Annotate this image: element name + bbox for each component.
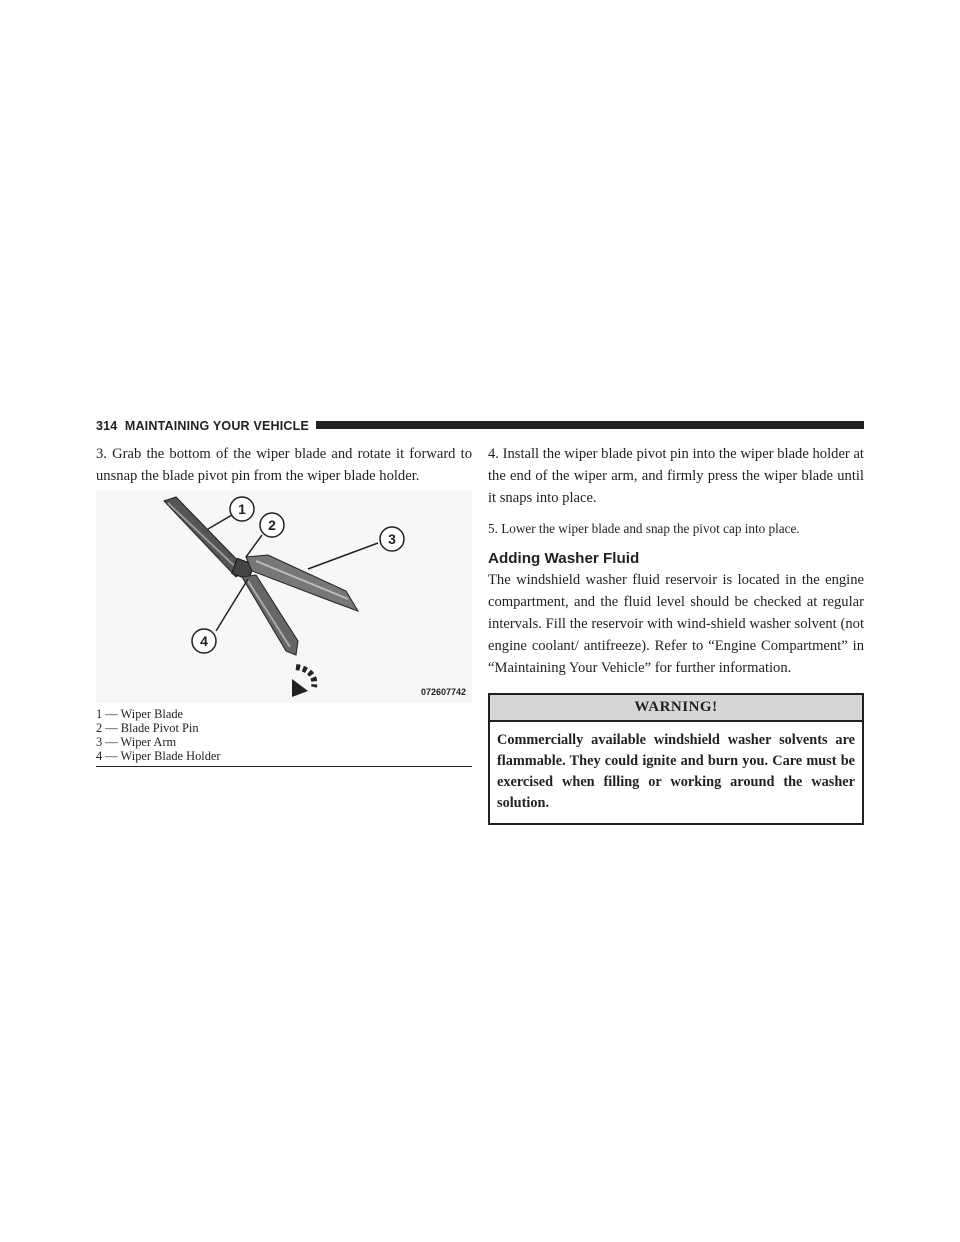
section-heading: Adding Washer Fluid	[488, 550, 640, 567]
legend-item: 2 — Blade Pivot Pin	[96, 721, 199, 735]
step-5-text: 5. Lower the wiper blade and snap the pivot cap into place.	[488, 521, 800, 536]
callout-2: 2	[268, 517, 276, 533]
header-rule	[316, 421, 864, 429]
legend-item: 3 — Wiper Arm	[96, 735, 177, 749]
header-label	[96, 419, 309, 433]
page-number: 314	[96, 419, 118, 433]
page-header	[96, 417, 864, 435]
legend-item: 1 — Wiper Blade	[96, 707, 184, 721]
right-column	[488, 443, 864, 825]
legend-item: 4 — Wiper Blade Holder	[96, 749, 221, 763]
figure-code: 072607742	[420, 687, 466, 697]
warning-title: WARNING!	[490, 695, 862, 722]
step-4-text: 4. Install the wiper blade pivot pin into the wiper blade holder at the end of the wiper arm, and firmly press the wiper blade until it snaps into place.	[488, 446, 864, 506]
wiper-diagram	[96, 491, 472, 703]
warning-box	[488, 693, 864, 825]
callout-3: 3	[388, 531, 396, 547]
section-title: MAINTAINING YOUR VEHICLE	[124, 419, 310, 433]
step-3-text: 3. Grab the bottom of the wiper blade and rotate it forward to unsnap the blade pivot pin from the wiper blade holder.	[96, 446, 472, 484]
callout-4: 4	[200, 633, 208, 649]
wiper-illustration	[96, 491, 472, 703]
washer-fluid-text: The windshield washer fluid reservoir is located in the engine compartment, and the fluid level should be checked at regular intervals. Fill the reservoir with wind-shield washer solvent (not engine coolant/ antifreeze). Refer to “Engine Compartment” in “Maintaining Your Vehicle” for further information.	[488, 572, 864, 676]
left-column	[96, 443, 472, 767]
figure-legend	[96, 707, 472, 767]
callout-1: 1	[238, 501, 246, 517]
warning-body: Commercially available windshield washer solvents are flammable. They could ignite and burn you. Care must be exercised when filling or working around the washer solution.	[497, 732, 855, 811]
